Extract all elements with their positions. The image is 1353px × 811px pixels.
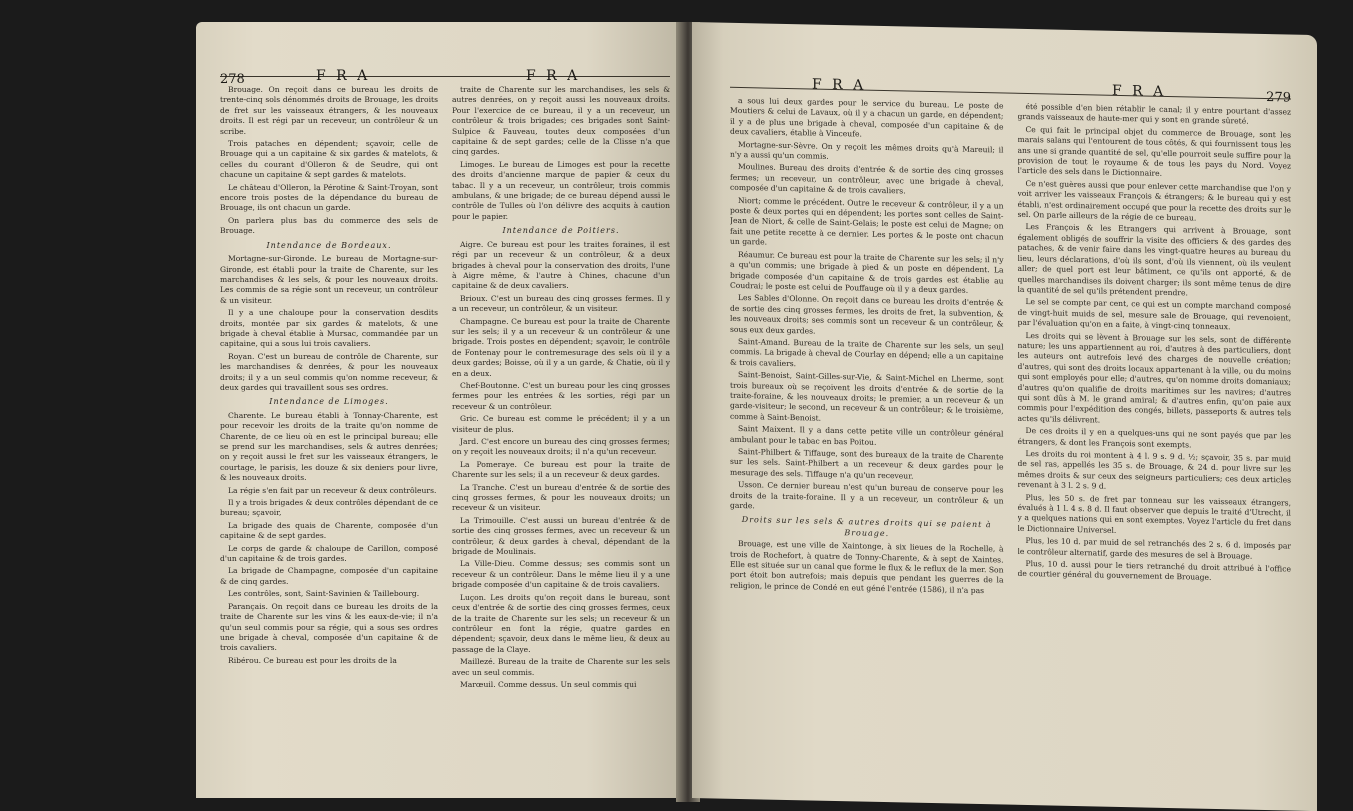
paragraph: Ribérou. Ce bureau est pour les droits de la <box>228 655 397 665</box>
paragraph: Les droits du roi montent à 4 l. 9 s. 9 d. ½; sçavoir, 35 s. par muid de sel ras, appellés les 35 s. de Brouage, & 24 d. pour livre sur les mêmes droits & sur ceux des seigneurs particuliers; ces deux articles revenant à 3 l. 2 s. 9 d. <box>1017 448 1291 491</box>
paragraph: Chef-Boutonne. C'est un bureau pour les cinq grosses fermes pour les entrées & les sorties, régi par un receveur & un contrôleur. <box>452 380 670 411</box>
paragraph: Ce qui fait le principal objet du commerce de Brouage, sont les marais salans qui l'entourent de tous côtés, & qui fournissent tous les ans une si grande quantité de sel, qu'elle pourroit seule suffire pour la provision de tout le royaume & de tous les pays du Nord. Voyez l'article des sels dans le Dictionnaire. <box>1017 124 1291 179</box>
paragraph: Plus, les 10 d. par muid de sel retranchés des 2 s. 6 d. imposés par le contrôleur alternatif, garde des mesures de sel à Brouage. <box>1017 536 1291 561</box>
paragraph: Parançais. On reçoit dans ce bureau les droits de la traite de Charente sur les vins & les eaux-de-vie; il n'a qu'un seul commis pour sa régie, qui a sous ses ordres une brigade à cheval, composée d'un capitaine & de trois cavaliers. <box>220 601 438 653</box>
paragraph: Les droits qui se lèvent à Brouage sur les sels, sont de différente nature; les uns appartiennent au roi, d'autres à des particuliers, dont les auteurs ont autrefois levé des charges de nouvelle création; d'autres, qui sont des droits locaux appartenant à la ville, ou du moins qui sont employés pour elle; d'autres, qu'on nomme droits domaniaux; d'autres qu'on qualifie de droits maritimes sur les navires; d'autres qui sont dûs à M. le grand amiral; & d'autres enfin, qu'on paie aux commis pour l'expédition des congés, billets, passeports & autres tels actes qu'ils délivrent. <box>1017 330 1291 425</box>
right-page <box>692 22 1317 811</box>
paragraph: Il y a une chaloupe pour la conservation desdits droits, montée par six gardes & matelots, & une brigade à cheval établie à Mursac, commandée par un capitaine, qui a sous lui trois cavaliers. <box>220 308 438 349</box>
paragraph: Ce n'est guères aussi que pour enlever cette marchandise que l'on y voit arriver les vaisseaux François & étrangers; & le bureau qui y est établi, n'est ordinairement occupé que pour la recette des droits sur le sel. On parle ailleurs de la régie de ce bureau. <box>1017 178 1291 223</box>
paragraph: Brouage. On reçoit dans ce bureau les droits de trente-cinq sols dénommés droits de Brouage, les droits de fret sur les vaisseaux étrangers, & les nouveaux droits. Il est régi par un receveur, un contrôleur & un scribe. <box>220 85 438 136</box>
section-heading: Droits sur les sels & autres droits qui se paient à Brouage. <box>741 515 992 538</box>
paragraph: Réaumur. Ce bureau est pour la traite de Charente sur les sels; il n'y a qu'un commis; une brigade à pied & un poste en dépendent. La brigade composée d'un capitaine & de trois gardes est établie au Coudrai; le poste est celui de Pouffauge où il y a deux gardes. <box>730 249 1004 295</box>
paragraph: Moulines. Bureau des droits d'entrée & de sortie des cinq grosses fermes; un receveur, un contrôleur, avec une brigade à cheval, composée d'un capitaine & de trois cavaliers. <box>730 162 1004 196</box>
left-page-column-1 <box>220 85 438 692</box>
section-heading: Intendance de Poitiers. <box>502 226 620 236</box>
section-heading: Intendance de Limoges. <box>269 397 389 407</box>
paragraph: Saint Maixent. Il y a dans cette petite ville un contrôleur général ambulant pour le tabac en bas Poitou. <box>730 424 1004 447</box>
paragraph: Marœuil. Comme dessus. Un seul commis qui <box>460 679 637 689</box>
paragraph: Le corps de garde & chaloupe de Carillon, composé d'un capitaine & de trois gardes. <box>220 543 438 564</box>
paragraph: La Ville-Dieu. Comme dessus; ses commis sont un receveur & un contrôleur. Dans le même lieu il y a une brigade composée d'un capitaine & de trois cavaliers. <box>452 559 670 590</box>
open-book <box>196 22 1317 808</box>
paragraph: Gric. Ce bureau est comme le précédent; il y a un visiteur de plus. <box>452 414 670 434</box>
paragraph: Les Sables d'Olonne. On reçoit dans ce bureau les droits d'entrée & de sortie des cinq grosses fermes, les droits de fret, la subvention, & les nouveaux droits; ses commis sont un receveur & un contrôleur, & sous eux deux gardes. <box>730 293 1004 336</box>
paragraph: Saint-Philbert & Tiffauge, sont des bureaux de la traite de Charente sur les sels. Saint-Philbert a un receveur & deux gardes pour le mesurage des sels. Tiffauge n'a qu'un receveur. <box>730 446 1004 481</box>
section-heading: Intendance de Bordeaux. <box>266 240 392 250</box>
paragraph: Niort; comme le précédent. Outre le receveur & contrôleur, il y a un poste & deux portes qui en dépendent; les portes sont celles de Saint-Jean de Niort, & celle de Saint-Gelais; le poste est celui de Magne; on fait une petite recette à ce dernier. Les portes & le poste ont chacun un garde. <box>730 195 1004 247</box>
paragraph: La Tranche. C'est un bureau d'entrée & de sortie des cinq grosses fermes, & pour les nouveaux droits; un receveur & un visiteur. <box>452 482 670 513</box>
paragraph: Le sel se compte par cent, ce qui est un compte marchand composé de vingt-huit muids de sel, mesure sale de Brouage, qui revenoient, par l'évaluation qu'on en a faite, à vingt-cinq tonneaux. <box>1017 297 1291 332</box>
paragraph: Mortagne-sur-Sèvre. On y reçoit les mêmes droits qu'à Mareuil; il n'y a aussi qu'un commis. <box>730 139 1004 161</box>
left-running-head-1: F R A <box>316 68 371 84</box>
paragraph: Champagne. Ce bureau est pour la traite de Charente sur les sels; il y a un receveur & un contrôleur & une brigade. Trois postes en dépendent; sçavoir, le contrôle de Fontenay pour le contremesurage des sels où il y a deux gardes; Boisse, où il y a un garde, & Chatie, où il y en a deux. <box>452 316 670 378</box>
left-page <box>196 22 684 798</box>
paragraph: Jard. C'est encore un bureau des cinq grosses fermes; on y reçoit les nouveaux droits; il n'a qu'un receveur. <box>452 437 670 457</box>
paragraph: La brigade de Champagne, composée d'un capitaine & de cinq gardes. <box>220 566 438 586</box>
right-page-column-2 <box>1018 102 1292 605</box>
right-page-column-1 <box>730 96 1004 599</box>
paragraph: Plus, les 50 s. de fret par tonneau sur les vaisseaux étrangers, évalués à 1 l. 4 s. 8 d. Il faut observer que depuis le traité d'Utrecht, il y a quelques nations qui en sont exemptes. Voyez l'article du fret dans le Dictionnaire Universel. <box>1017 492 1291 535</box>
paragraph: La Pomeraye. Ce bureau est pour la traite de Charente sur les sels; il a un receveur & deux gardes. <box>452 459 670 480</box>
left-page-column-2 <box>452 85 670 692</box>
paragraph: traite de Charente sur les marchandises, les sels & autres denrées, on y reçoit aussi les nouveaux droits. Pour l'exercice de ce bureau, il y a un receveur, un contrôleur & trois brigades; ces brigades sont Saint-Sulpice & Fauveau, toutes deux composées d'un capitaine & de sept gardes; celle de la Clisse n'a que cinq gardes. <box>452 85 670 157</box>
paragraph: Brouage, est une ville de Xaintonge, à six lieues de la Rochelle, à trois de Rochefort, à quatre de Tonny-Charente, & à sept de Xaintes. Elle est située sur un canal que forme le flux & le reflux de la mer. Son port étoit bon autrefois; mais depuis que pendant les guerres de la religion, le prince de Condé en eut géné l'entrée (1586), il n'a pas <box>730 539 1004 595</box>
paragraph: De ces droits il y en a quelques-uns qui ne sont payés que par les étrangers, & dont les François sont exempts. <box>1017 426 1291 450</box>
paragraph: Saint-Benoist, Saint-Gilles-sur-Vie, & Saint-Michel en Lherme, sont trois bureaux où se reçoivent les droits d'entrée & de sortie de la traite-foraine, & les nouveaux droits; le premier, a un receveur & un garde-visiteur; le second, un receveur & un contrôleur; & le troisième, comme à Saint-Benoist. <box>730 370 1004 423</box>
paragraph: On parlera plus bas du commerce des sels de Brouage. <box>220 215 438 236</box>
paragraph: Saint-Amand. Bureau de la traite de Charente sur les sels, un seul commis. La brigade à cheval de Courlay en dépend; elle a un capitaine & trois cavaliers. <box>730 336 1004 368</box>
paragraph: Les contrôles, sont, Saint-Savinien & Taillebourg. <box>228 589 420 599</box>
paragraph: Le château d'Olleron, la Pérotine & Saint-Troyan, sont encore trois postes de la dépendance du bureau de Brouage, ils ont chacun un garde. <box>220 182 438 213</box>
right-page-number: 279 <box>1266 90 1291 106</box>
left-page-number: 278 <box>220 72 245 87</box>
paragraph: La régie s'en fait par un receveur & deux contrôleurs. <box>228 485 437 495</box>
paragraph: Aigre. Ce bureau est pour les traites foraines, il est régi par un receveur & un contrôleur, & a deux brigades à cheval pour la conservation des droits, l'une à Aigre même, & l'autre à Chines, chacune d'un capitaine & de deux cavaliers. <box>452 239 670 291</box>
paragraph: Charente. Le bureau établi à Tonnay-Charente, est pour recevoir les droits de la traite qu'on nomme de Charente, de ce lieu où en est le principal bureau; elle se prend sur les marchandises, sels & autres denrées; on y reçoit aussi le fret sur les vaisseaux étrangers, le courtage, le parisis, les douze & six deniers pour livre, & les nouveaux droits. <box>220 410 438 483</box>
paragraph: Limoges. Le bureau de Limoges est pour la recette des droits d'ancienne marque de papier & ceux du tabac. Il y a un receveur, un contrôleur, trois commis ambulans, & une brigade; de ce bureau dépend aussi le contrôle de Tulles où l'on délivre des acquits à caution pour le papier. <box>452 159 670 221</box>
paragraph: La Trimouille. C'est aussi un bureau d'entrée & de sortie des cinq grosses fermes, avec un receveur & un contrôleur, & deux gardes à cheval, dépendant de la brigade de Moulinais. <box>452 515 670 557</box>
left-running-head-2: F R A <box>526 68 581 84</box>
paragraph: Maillezé. Bureau de la traite de Charente sur les sels avec un seul commis. <box>452 657 670 677</box>
right-running-head-1: F R A <box>812 76 867 94</box>
paragraph: Brioux. C'est un bureau des cinq grosses fermes. Il y a un receveur, un contrôleur, & un visiteur. <box>452 293 670 314</box>
paragraph: Royan. C'est un bureau de contrôle de Charente, sur les marchandises & denrées, & pour les nouveaux droits; il y a un seul commis qu'on nomme receveur, & deux gardes qui travaillent sous ses ordres. <box>220 351 438 392</box>
paragraph: Usson. Ce dernier bureau n'est qu'un bureau de conserve pour les droits de la traite-foraine. Il y a un receveur, un contrôleur & un garde. <box>730 480 1004 511</box>
header-rule <box>220 76 670 77</box>
paragraph: Luçon. Les droits qu'on reçoit dans le bureau, sont ceux d'entrée & de sortie des cinq grosses fermes, ceux de la traite de Charente sur les sels; un receveur & un contrôleur en font la régie, quatre gardes en dépendent; sçavoir, deux dans le même lieu, & deux au passage de la Claye. <box>452 592 670 654</box>
paragraph: a sous lui deux gardes pour le service du bureau. Le poste de Moutiers & celui de Lavaux, où il y a chacun un garde, en dépendent; il y a de plus une brigade à cheval, composée d'un capitaine & de deux cavaliers, établie à Vinceufe. <box>730 95 1004 139</box>
paragraph: La brigade des quais de Charente, composée d'un capitaine & de sept gardes. <box>220 520 438 541</box>
paragraph: Mortagne-sur-Gironde. Le bureau de Mortagne-sur-Gironde, est établi pour la traite de Charente, sur les marchandises & les sels, & pour les nouveaux droits. Les commis de sa régie sont un receveur, un contrôleur & un visiteur. <box>220 254 438 305</box>
paragraph: Trois pataches en dépendent; sçavoir, celle de Brouage qui a un capitaine & six gardes & matelots, & celles du courant d'Olleron & de Seudre, qui ont chacune un capitaine & sept gardes & matelots. <box>220 139 438 180</box>
paragraph: Il y a trois brigades & deux contrôles dépendant de ce bureau; sçavoir, <box>220 498 438 518</box>
paragraph: été possible d'en bien rétablir le canal; il y entre pourtant d'assez grands vaisseaux de haute-mer qui y sont en grande sûreté. <box>1017 101 1291 127</box>
paragraph: Plus, 10 d. aussi pour le tiers retranché du droit attribué à l'office de courtier général du gouvernement de Brouage. <box>1017 559 1291 583</box>
paragraph: Les François & les Etrangers qui arrivent à Brouage, sont également obligés de souffrir la visite des officiers & des gardes des pataches, & de venir faire dans les vingt-quatre heures au bureau du lieu, leurs déclarations, d'où ils sont, d'où ils viennent, où ils veulent aller; de quel port est leur bâtiment, ce qu'ils ont apporté, & de quelles marchandises ils doivent charger; ils sont même tenus de dire la quantité de sel qu'ils prétendent prendre. <box>1017 222 1291 298</box>
right-running-head-2: F R A <box>1112 82 1167 100</box>
